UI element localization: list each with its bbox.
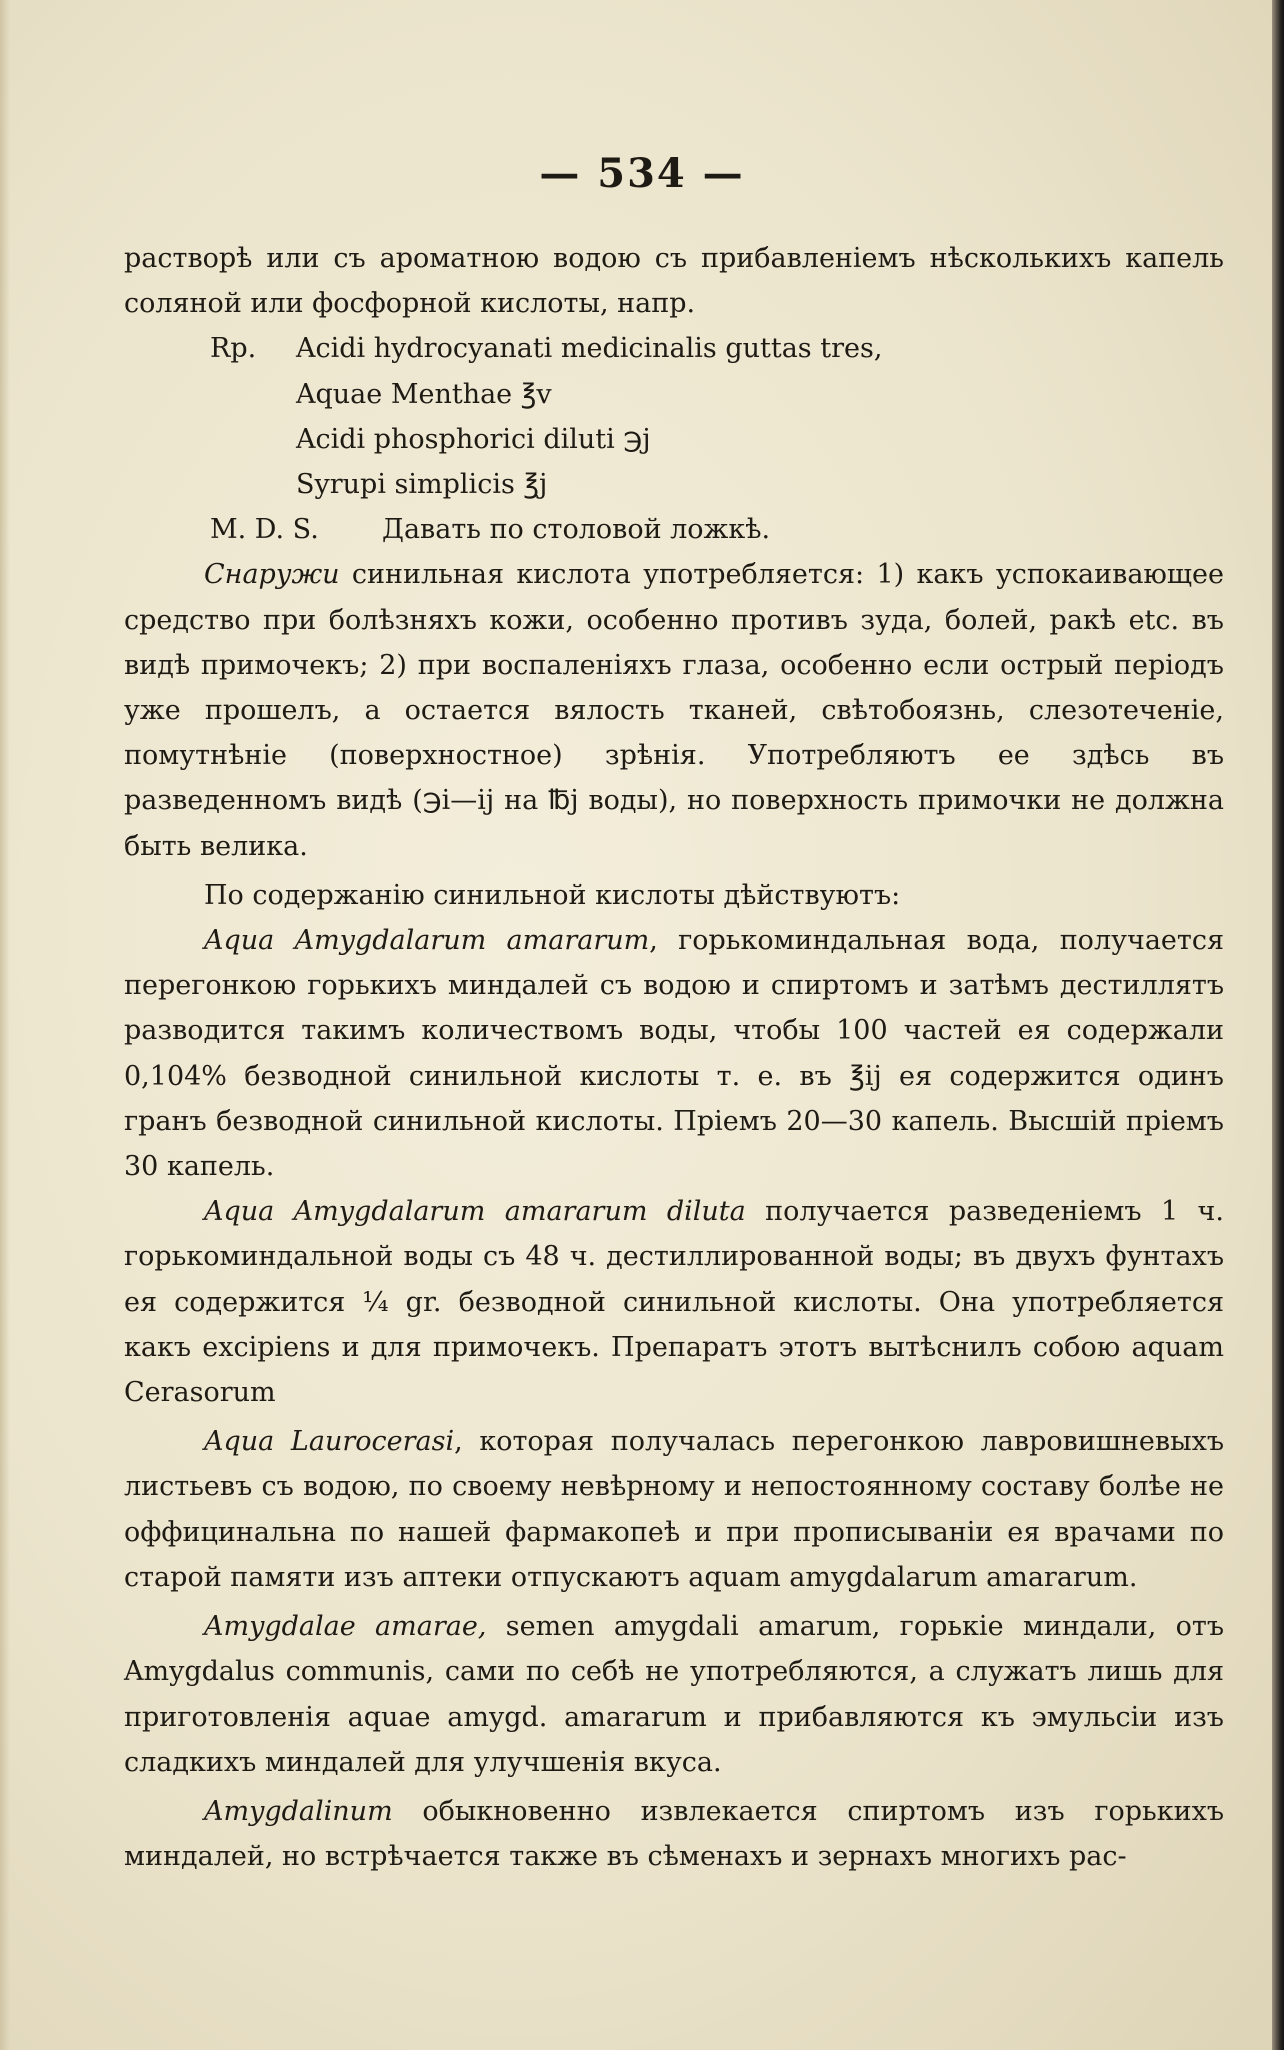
paragraph-amygdalae-amarae: Amygdalae amarae, semen amygdali amarum, горькіе миндали, отъ Amygdalus communis, сами по себѣ не употребляются, а служатъ лишь для приготовленія aquae amygd. amararum и прибавляются къ эмульсіи изъ сладкихъ миндалей для улучшенія вкуса.	[124, 1611, 1224, 1778]
prescription	[124, 326, 1224, 507]
paragraph-aqua-laurocerasi: Aqua Laurocerasi, которая получалась перегонкою лавровишневыхъ листьевъ съ водою, по своему невѣрному и непостоянному составу болѣе не оффицинальна по нашей фармакопеѣ и при прописываніи ея врачами по старой памяти изъ аптеки отпускаютъ aquam amygdalarum amararum.	[124, 1426, 1224, 1593]
term-amygdalae-amarae: Amygdalae amarae,	[204, 1611, 487, 1643]
paragraph-aqua-diluta: Aqua Amygdalarum amararum diluta получается разведеніемъ 1 ч. горькоминдальной воды съ 48 ч. дестиллированной воды; въ двухъ фунтахъ ея содержится ¼ gr. безводной синильной кислоты. Она употребляется какъ excipiens и для примочекъ. Препаратъ этотъ вытѣснилъ собою aquam Cerasorum	[124, 1196, 1224, 1409]
mds-label: M. D. S.	[210, 514, 319, 546]
mds-text: Давать по столовой ложкѣ.	[382, 514, 771, 546]
prescription-line-1: Rp. Acidi hydrocyanati medicinalis guttas tres,	[296, 326, 1224, 371]
prescription-line-3: Acidi phosphorici diluti ℈j	[296, 423, 651, 455]
paragraph-by-content: По содержанію синильной кислоты дѣйствуютъ:	[204, 879, 901, 911]
prescription-signature	[124, 507, 1224, 552]
page-edge-shadow	[0, 0, 10, 2050]
intro-paragraph: растворѣ или съ ароматною водою съ прибавленіемъ нѣсколькихъ капель соляной или фосфорной кислоты, напр.	[124, 243, 1224, 320]
prescription-line-4: Syrupi simplicis ℥j	[296, 469, 548, 501]
page-body	[124, 236, 1224, 1879]
paragraph-amygdalinum: Amygdalinum обыкновенно извлекается спиртомъ изъ горькихъ миндалей, но встрѣчается также въ сѣменахъ и зернахъ многихъ рас-	[124, 1795, 1224, 1873]
term-aqua-diluta: Aqua Amygdalarum amararum diluta	[204, 1196, 746, 1228]
term-aqua-laurocerasi: Aqua Laurocerasi	[204, 1426, 455, 1458]
paragraph-external-use: Снаружи синильная кислота употребляется: 1) какъ успокаивающее средство при болѣзняхъ кожи, особенно противъ зуда, болей, ракѣ etc. въ видѣ примочекъ; 2) при воспаленіяхъ глаза, особенно если острый періодъ уже прошелъ, а остается вялость тканей, свѣтобоязнь, слезотеченіе, помутнѣніе (поверхностное) зрѣнія. Употребляютъ ее здѣсь въ разведенномъ видѣ (℈i—ij на ℔j воды), но поверхность примочки не должна быть велика.	[124, 559, 1224, 862]
rp-label: Rp.	[210, 333, 257, 365]
page-number: — 534 —	[539, 150, 745, 197]
term-aqua-amygdalarum: Aqua Amygdalarum amararum	[204, 925, 650, 957]
book-binding-edge	[1272, 0, 1284, 2050]
term-amygdalinum: Amygdalinum	[204, 1795, 393, 1827]
prescription-line-2: Aquae Menthae ℥v	[296, 378, 552, 410]
term-external: Снаружи	[204, 559, 340, 591]
paragraph-aqua-amygdalarum: Aqua Amygdalarum amararum, горькоминдальная вода, получается перегонкою горькихъ миндалей съ водою и спиртомъ и затѣмъ дестиллятъ разводится такимъ количествомъ воды, чтобы 100 частей ея содержали 0,104% безводной синильной кислоты т. е. въ ℥ij ея содержится одинъ гранъ безводной синильной кислоты. Пріемъ 20—30 капель. Высшій пріемъ 30 капель.	[124, 925, 1224, 1183]
